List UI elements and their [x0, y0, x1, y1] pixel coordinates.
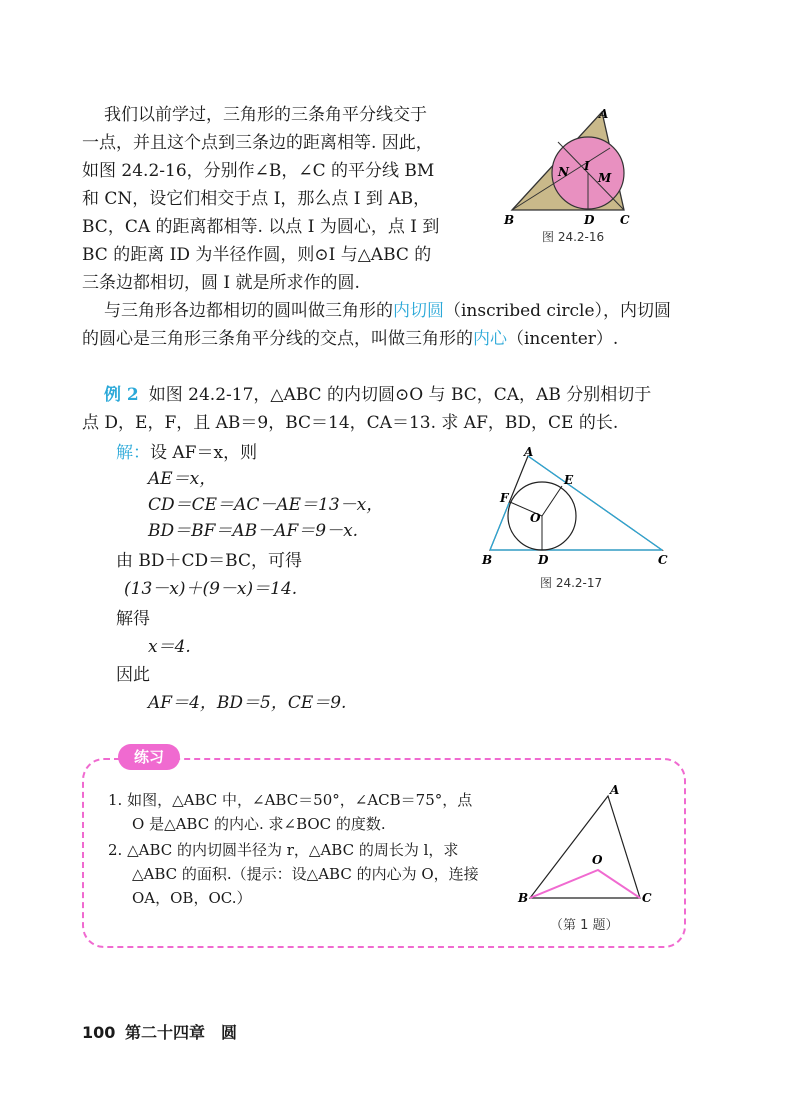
- example-text-1: 如图 24.2-17，△ABC 的内切圆⊙O 与 BC，CA，AB 分别相切于: [148, 385, 652, 405]
- label-n: N: [558, 165, 569, 179]
- exercise-title-badge: 练习: [118, 744, 180, 770]
- label-o-2: O: [530, 511, 541, 525]
- label-b-2: B: [482, 553, 493, 567]
- intro-line-1: 我们以前学过，三角形的三条角平分线交于: [104, 105, 427, 125]
- label-a: A: [599, 107, 609, 121]
- label-f-2: F: [500, 491, 509, 505]
- side-ca: [528, 456, 662, 550]
- figure-24-2-16-caption: 图 24.2-16: [542, 230, 605, 244]
- exercise-q2-line-3: OA，OB，OC.）: [132, 889, 252, 907]
- intro-line-6: BC 的距离 ID 为半径作圆，则⊙I 与△ABC 的: [82, 245, 432, 265]
- exercise-q1-line-2: O 是△ABC 的内心. 求∠BOC 的度数.: [132, 815, 386, 833]
- page-footer: [82, 1020, 237, 1043]
- exercise-label-o: O: [592, 853, 603, 867]
- label-a-2: A: [524, 446, 534, 459]
- label-c-2: C: [658, 553, 668, 567]
- equation-2: CD＝CE＝AC－AE＝13－x，: [148, 495, 384, 515]
- exercise-bo-oc: [530, 870, 640, 898]
- equation-3: BD＝BF＝AB－AF＝9－x.: [148, 521, 359, 541]
- solution-solve: 解得: [116, 609, 150, 629]
- definition-text-c: 的圆心是三角形三条角平分线的交点，叫做三角形的: [82, 329, 473, 349]
- label-c: C: [620, 213, 630, 227]
- radius-oe: [542, 486, 562, 516]
- triangle-abc-2: [490, 456, 662, 550]
- label-d: D: [584, 213, 595, 227]
- exercise-figure: [516, 784, 662, 910]
- term-incircle: 内切圆: [393, 301, 444, 321]
- solution-line-1: [116, 440, 257, 466]
- solution-result: AF＝4，BD＝5，CE＝9.: [148, 693, 347, 713]
- equation-4: (13－x)＋(9－x)＝14.: [124, 579, 298, 599]
- definition-text-b: （inscribed circle），内切圆: [444, 301, 672, 321]
- example-statement-2: 点 D，E，F，且 AB＝9，BC＝14，CA＝13. 求 AF，BD，CE 的长.: [82, 413, 619, 433]
- definition-line-2: [82, 326, 618, 352]
- exercise-label-b: B: [518, 891, 529, 905]
- exercise-label-c: C: [642, 891, 652, 905]
- page-number: 100: [82, 1023, 116, 1042]
- definition-text-d: （incenter）.: [507, 329, 619, 349]
- example-label: 例 2: [104, 385, 139, 405]
- example-statement-1: [104, 382, 651, 408]
- solution-first: 设 AF＝x，则: [150, 443, 258, 463]
- equation-1: AE＝x，: [148, 469, 217, 489]
- figure-24-2-16: [498, 100, 648, 230]
- exercise-q1-line-1: 1. 如图，△ABC 中，∠ABC＝50°，∠ACB＝75°，点: [108, 791, 473, 809]
- label-b: B: [504, 213, 515, 227]
- label-d-2: D: [538, 553, 549, 567]
- intro-line-3: 如图 24.2-16，分别作∠B，∠C 的平分线 BM: [82, 161, 435, 181]
- intro-line-5: BC，CA 的距离都相等. 以点 I 为圆心，点 I 到: [82, 217, 440, 237]
- side-bf: [490, 503, 509, 550]
- solution-label: 解：: [116, 443, 150, 463]
- definition-line-1: [104, 298, 671, 324]
- figure-24-2-17-caption: 图 24.2-17: [540, 576, 603, 590]
- term-incenter: 内心: [473, 329, 507, 349]
- definition-text-a: 与三角形各边都相切的圆叫做三角形的: [104, 301, 393, 321]
- exercise-figure-caption: （第 1 题）: [550, 918, 619, 933]
- exercise-label-a: A: [610, 784, 620, 797]
- exercise-triangle: [530, 796, 640, 898]
- label-i: I: [584, 159, 590, 173]
- intro-line-7: 三条边都相切，圆 I 就是所求作的圆.: [82, 273, 360, 293]
- exercise-q2-line-1: 2. △ABC 的内切圆半径为 r，△ABC 的周长为 l，求: [108, 841, 459, 859]
- exercise-q2-line-2: △ABC 的面积.（提示：设△ABC 的内心为 O，连接: [132, 865, 479, 883]
- solution-hence: 因此: [116, 665, 150, 685]
- label-m: M: [598, 171, 612, 185]
- intro-line-2: 一点，并且这个点到三条边的距离相等. 因此，: [82, 133, 433, 153]
- solution-by: 由 BD＋CD＝BC，可得: [116, 551, 302, 571]
- equation-5: x＝4.: [148, 637, 191, 657]
- chapter-title: 第二十四章 圆: [124, 1023, 237, 1042]
- intro-line-4: 和 CN，设它们相交于点 I，那么点 I 到 AB，: [82, 189, 431, 209]
- figure-24-2-17: [476, 446, 676, 570]
- label-e-2: E: [564, 473, 574, 487]
